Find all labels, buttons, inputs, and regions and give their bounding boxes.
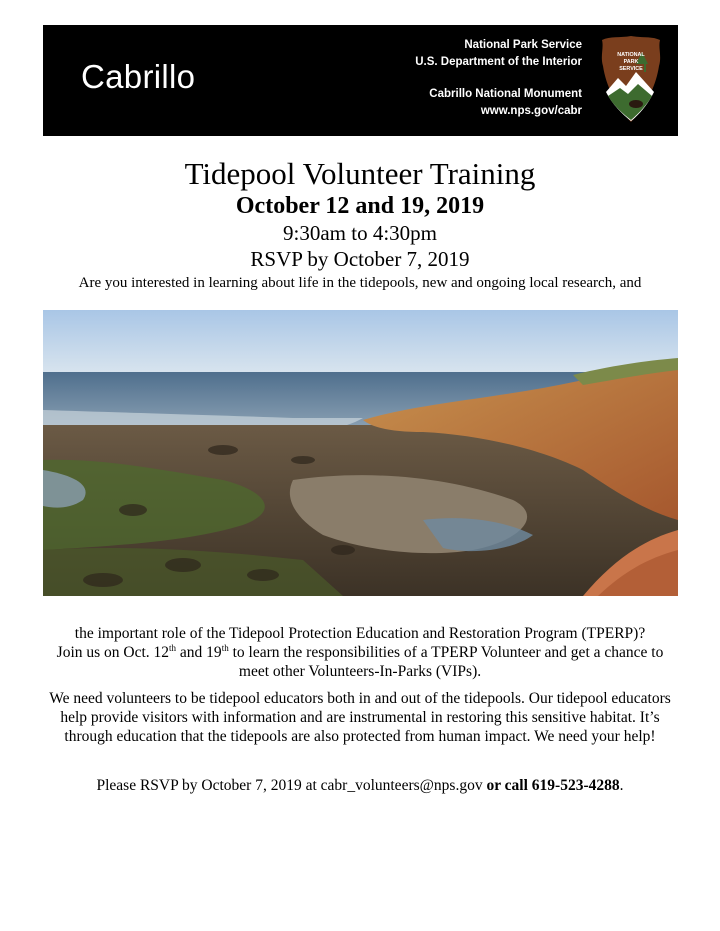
event-time: 9:30am to 4:30pm (283, 221, 437, 245)
website-link[interactable]: www.nps.gov/cabr (480, 105, 582, 117)
ordinal-suffix: th (169, 642, 177, 653)
nps-arrowhead-logo (598, 34, 664, 124)
intro-text: Are you interested in learning about life in the tidepools, new and ongoing local research, and (78, 275, 642, 291)
rsvp-paragraph (40, 776, 680, 795)
description-paragraph (40, 624, 680, 681)
rsvp-email-text[interactable]: Please RSVP by October 7, 2019 at cabr_volunteers@nps.gov (96, 777, 487, 794)
park-name: Cabrillo (81, 58, 196, 95)
rsvp-period: . (619, 777, 624, 794)
event-heading (0, 156, 720, 293)
svg-text:NATIONAL: NATIONAL (617, 52, 645, 58)
event-title: Tidepool Volunteer Training (184, 156, 536, 191)
join-rest-text: to learn the responsibilities of a TPERP Volunteer and get a chance to meet other Volunteers-In-Parks (VIPs). (228, 644, 664, 680)
rsvp-phone[interactable]: or call 619-523-4288 (486, 777, 620, 794)
agency-info (415, 37, 582, 120)
join-text: Join us on Oct. 12 (56, 644, 170, 661)
join-and-text: and 19 (176, 644, 222, 661)
event-dates: October 12 and 19, 2019 (235, 193, 485, 219)
rsvp-deadline: RSVP by October 7, 2019 (250, 247, 470, 271)
unit-name: Cabrillo National Monument (429, 88, 582, 100)
agency-name: National Park Service (464, 39, 582, 51)
svg-text:SERVICE: SERVICE (619, 66, 643, 72)
ordinal-suffix: th (221, 642, 229, 653)
description-line1: the important role of the Tidepool Protection Education and Restoration Program (TPERP)? (74, 625, 646, 642)
svg-text:PARK: PARK (623, 59, 639, 65)
tidepool-coastline-photo (43, 310, 678, 596)
volunteer-paragraph: We need volunteers to be tidepool educators both in and out of the tidepools. Our tidepool educators help provide visitors with information and are instrumental in restoring this sensitive habitat. It’s through education that the tidepools are also protected from human impact. We need your help! (49, 690, 671, 745)
description-join (40, 643, 680, 681)
department-name: U.S. Department of the Interior (415, 56, 582, 68)
header-banner (43, 25, 678, 136)
